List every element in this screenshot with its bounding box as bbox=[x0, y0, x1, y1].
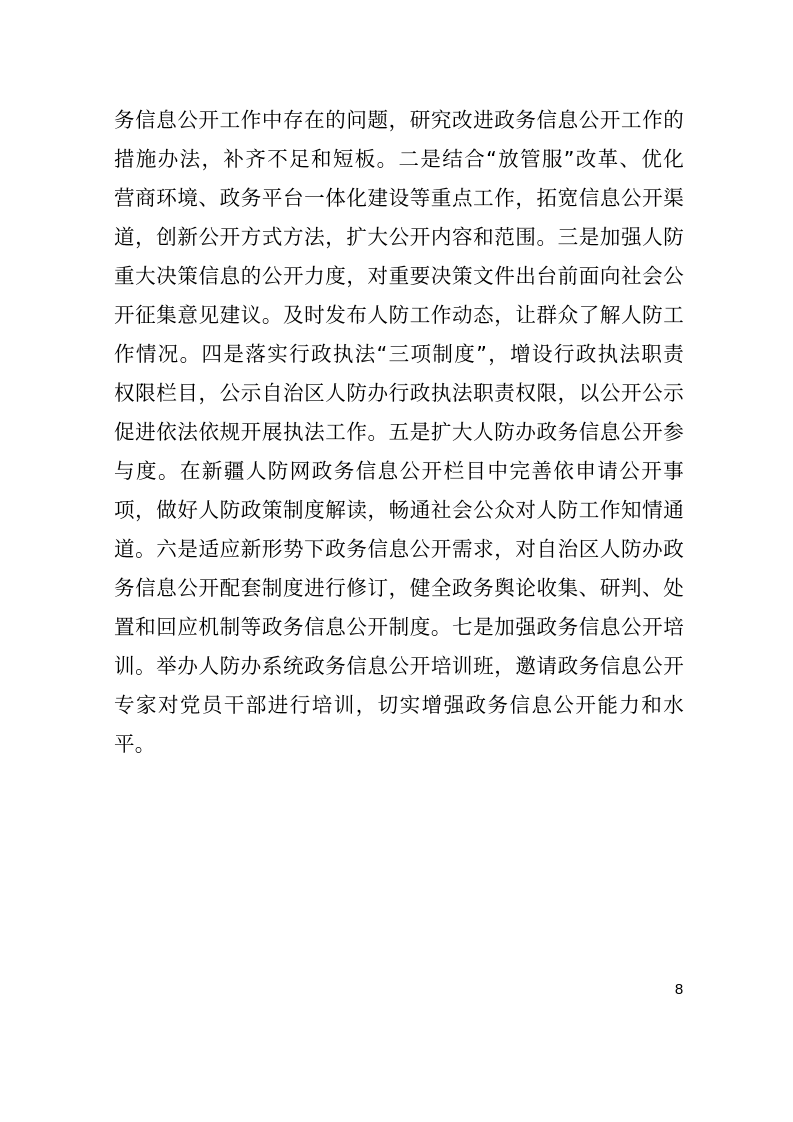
text-line: 务信息公开配套制度进行修订，健全政务舆论收集、研判、处 bbox=[114, 576, 684, 600]
text-line: 重大决策信息的公开力度，对重要决策文件出台前面向社会公 bbox=[114, 264, 684, 288]
text-line: 权限栏目，公示自治区人防办行政执法职责权限，以公开公示 bbox=[114, 381, 684, 405]
text-line: 道。六是适应新形势下政务信息公开需求，对自治区人防办政 bbox=[114, 537, 684, 561]
text-line: 项，做好人防政策制度解读，畅通社会公众对人防工作知情通 bbox=[114, 498, 684, 522]
text-line: 训。举办人防办系统政务信息公开培训班，邀请政务信息公开 bbox=[114, 654, 684, 678]
page-number: 8 bbox=[674, 981, 684, 998]
text-line: 营商环境、政务平台一体化建设等重点工作，拓宽信息公开渠 bbox=[114, 186, 684, 210]
text-line: 专家对党员干部进行培训，切实增强政务信息公开能力和水 bbox=[114, 693, 684, 717]
text-line: 平。 bbox=[114, 732, 156, 756]
body-paragraph bbox=[114, 101, 684, 764]
text-line: 道，创新公开方式方法，扩大公开内容和范围。三是加强人防 bbox=[114, 225, 684, 249]
text-line: 务信息公开工作中存在的问题，研究改进政务信息公开工作的 bbox=[114, 108, 684, 132]
text-line: 措施办法，补齐不足和短板。二是结合“放管服”改革、优化 bbox=[114, 147, 684, 171]
text-line: 置和回应机制等政务信息公开制度。七是加强政务信息公开培 bbox=[114, 615, 684, 639]
text-line: 与度。在新疆人防网政务信息公开栏目中完善依申请公开事 bbox=[114, 459, 684, 483]
text-line: 开征集意见建议。及时发布人防工作动态，让群众了解人防工 bbox=[114, 303, 684, 327]
text-line: 作情况。四是落实行政执法“三项制度”，增设行政执法职责 bbox=[114, 342, 684, 366]
text-line: 促进依法依规开展执法工作。五是扩大人防办政务信息公开参 bbox=[114, 420, 684, 444]
